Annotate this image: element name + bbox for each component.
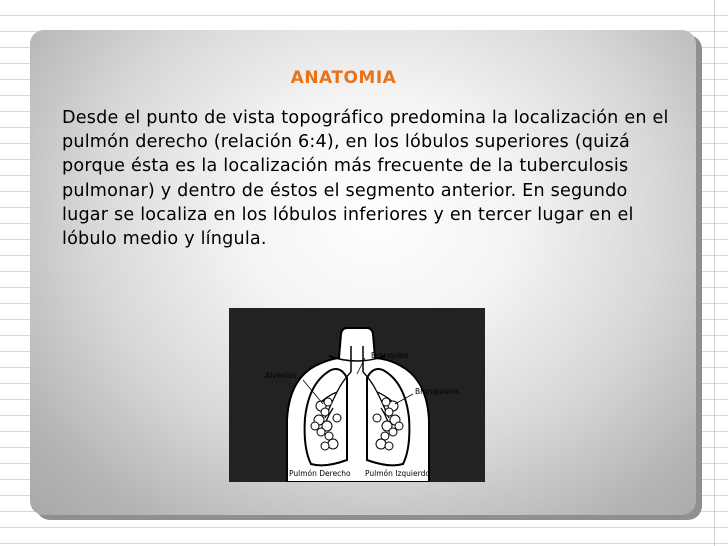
label-alveolos: Alveolos (265, 371, 297, 380)
lung-diagram (229, 308, 485, 482)
label-pulmon-derecho: Pulmón Derecho (289, 469, 351, 478)
slide (30, 30, 696, 515)
paper-margin-line (714, 0, 715, 546)
lung-illustration (229, 308, 485, 482)
slide-body-text: Desde el punto de vista topográfico predomina la localización en el pulmón derecho (relación 6:4), en los lóbulos superiores (quizá porque ésta es la localización más frecuente de la tuberculosis pulmonar) y dentro de éstos el segmento anterior. En segundo lugar se localiza en los lóbulos inferiores y en tercer lugar en el lóbulo medio y língula. (62, 108, 669, 250)
label-pulmon-izquierdo: Pulmón Izquierdo (365, 469, 430, 478)
label-bronquios: Bronquios (371, 351, 409, 360)
slide-title: ANATOMIA (290, 68, 397, 88)
label-bronquiolos: Bronquiolos (415, 387, 460, 396)
